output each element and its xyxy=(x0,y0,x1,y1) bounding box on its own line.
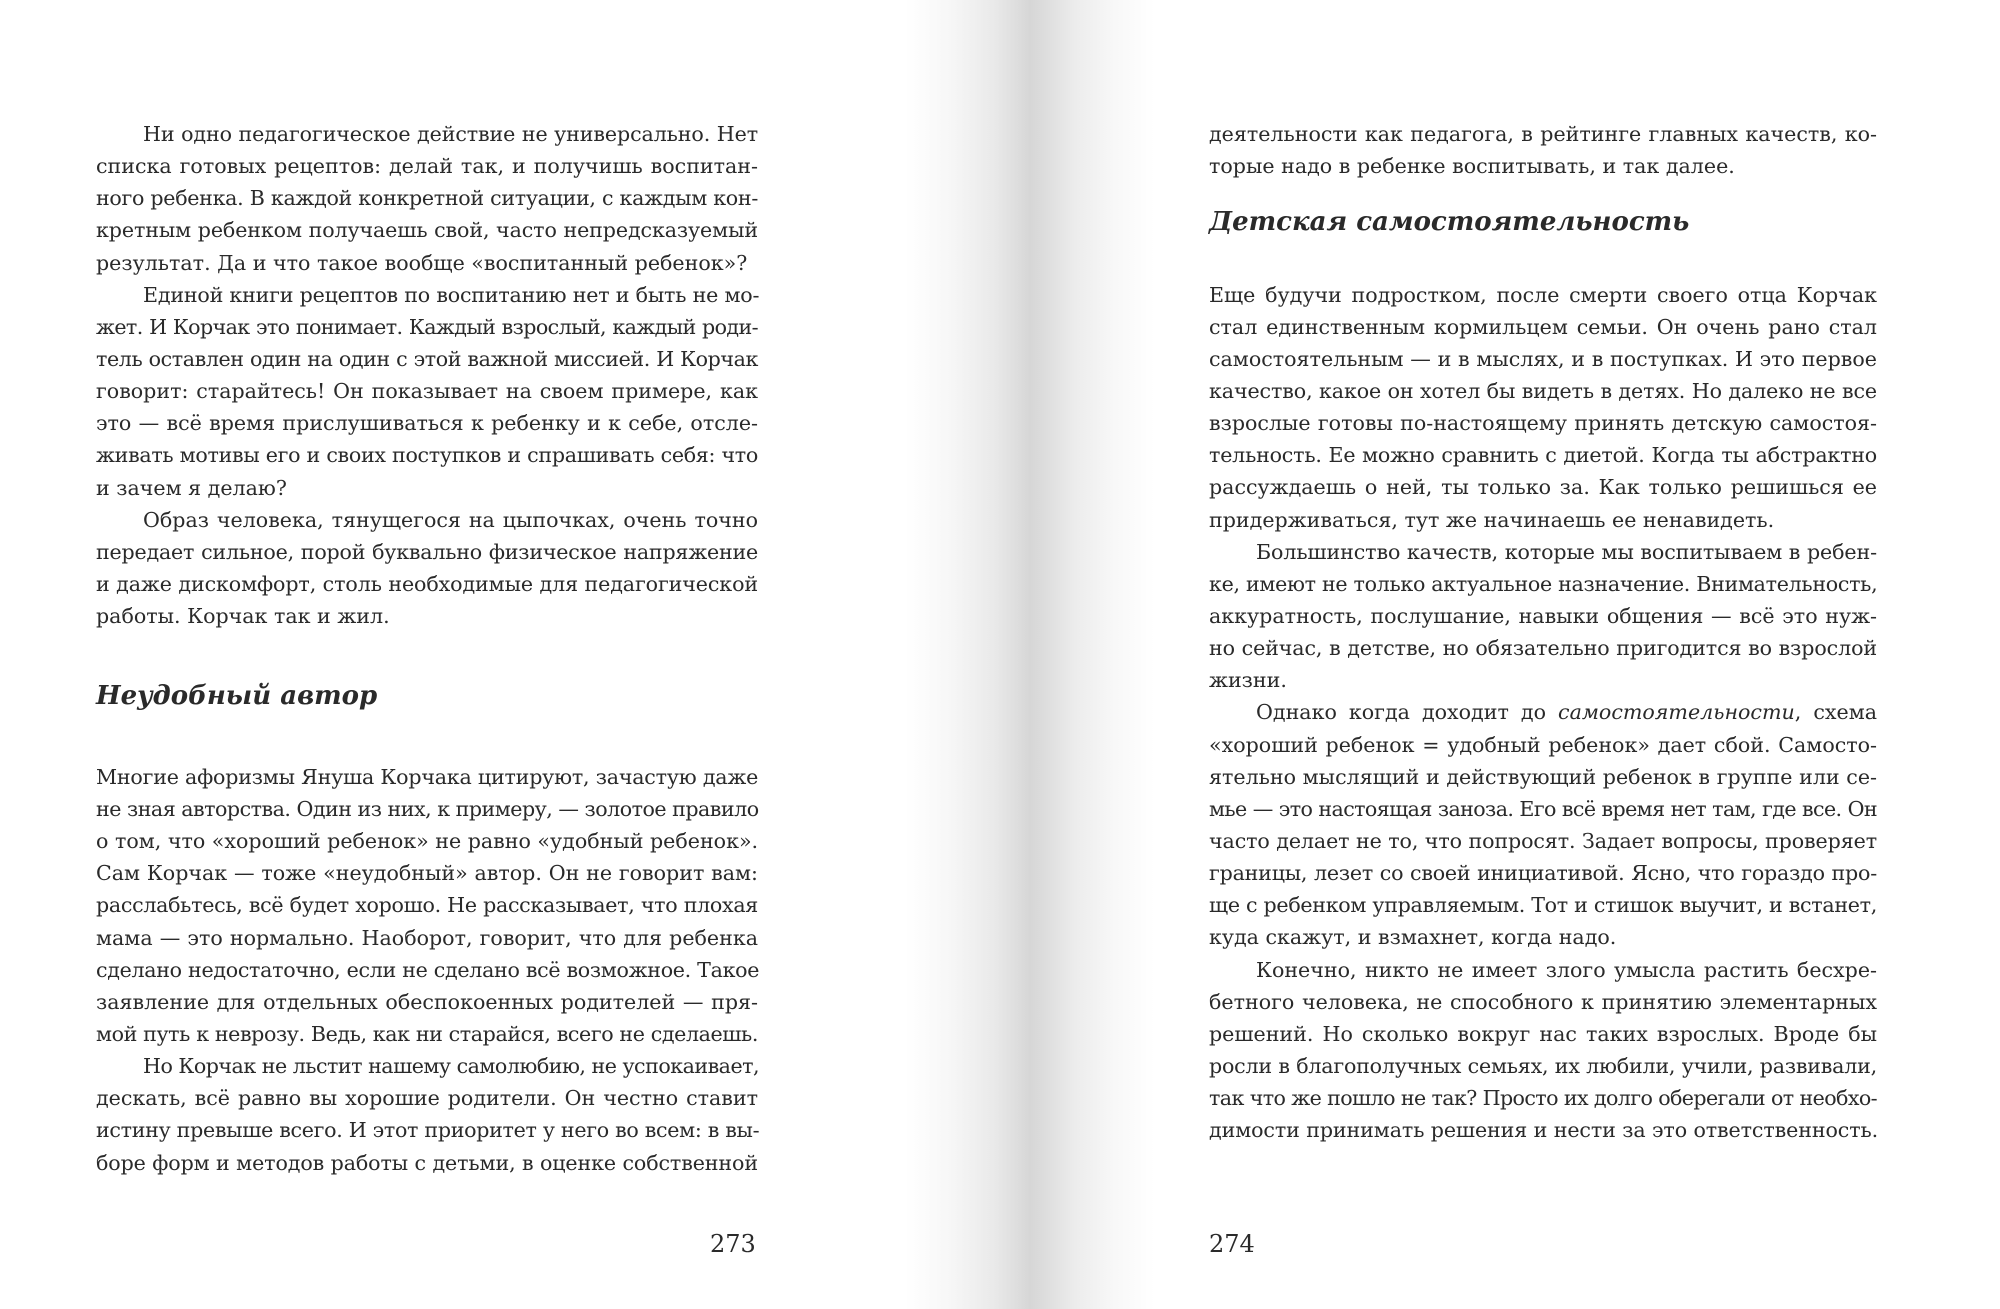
left-page-text xyxy=(96,118,758,1179)
body-line: придерживаться, тут же начинаешь ее ненавидеть. xyxy=(1209,507,1775,532)
body-line: ке, имеют не только актуальное назначение. Внимательность, xyxy=(1209,571,1878,596)
emphasis-text: самостоятельности xyxy=(1558,700,1795,725)
body-line: не зная авторства. Один из них, к примеру, — золотое правило xyxy=(96,796,759,821)
section-spacer xyxy=(96,632,758,664)
body-line: качество, какое он хотел бы видеть в детях. Но далеко не все xyxy=(1209,378,1877,403)
body-line: дескать, всё равно вы хорошие родители. Он честно ставит xyxy=(96,1086,758,1111)
body-line: жет. И Корчак это понимает. Каждый взрослый, каждый роди- xyxy=(96,314,758,339)
section-heading: Детская самостоятельность xyxy=(1209,207,1690,238)
body-line: это — всё время прислушиваться к ребенку и к себе, отсле- xyxy=(96,411,758,436)
body-line: Многие афоризмы Януша Корчака цитируют, зачастую даже xyxy=(96,764,759,789)
body-line: Сам Корчак — тоже «неудобный» автор. Он не говорит вам: xyxy=(96,861,758,886)
body-line: но сейчас, в детстве, но обязательно пригодится во взрослой xyxy=(1209,636,1877,661)
section-spacer xyxy=(1209,246,1877,278)
body-line: бетного человека, не способного к принятию элементарных xyxy=(1209,989,1877,1014)
left-page xyxy=(0,0,905,1309)
body-line: границы, лезет со своей инициативой. Ясно, что гораздо про- xyxy=(1209,861,1877,886)
body-text: Однако когда доходит до xyxy=(1256,700,1559,725)
body-line: передает сильное, порой буквально физическое напряжение xyxy=(96,539,758,564)
body-line: жизни. xyxy=(1209,668,1287,693)
body-line: «хороший ребенок = удобный ребенок» дает сбой. Самосто- xyxy=(1209,732,1877,757)
body-line: мой путь к неврозу. Ведь, как ни старайся, всего не сделаешь. xyxy=(96,1021,758,1046)
page-number: 273 xyxy=(710,1230,756,1258)
body-line: тель оставлен один на один с этой важной миссией. И Корчак xyxy=(96,346,758,371)
body-line: Образ человека, тянущегося на цыпочках, очень точно xyxy=(143,507,758,532)
right-page xyxy=(1155,0,2000,1309)
body-line xyxy=(1209,696,1877,728)
section-spacer xyxy=(96,729,758,761)
body-line: куда скажут, и взмахнет, когда надо. xyxy=(1209,925,1617,950)
body-line: ятельно мыслящий и действующий ребенок в группе или се- xyxy=(1209,764,1877,789)
body-line: ного ребенка. В каждой конкретной ситуации, с каждым кон- xyxy=(96,186,758,211)
body-line: говорит: старайтесь! Он показывает на своем примере, как xyxy=(96,379,758,404)
body-line: мье — это настоящая заноза. Его всё время нет там, где все. Он xyxy=(1209,796,1877,821)
body-line: аккуратность, послушание, навыки общения — всё это нуж- xyxy=(1209,603,1877,628)
body-line: тельность. Ее можно сравнить с диетой. Когда ты абстрактно xyxy=(1209,443,1877,468)
body-line: ще с ребенком управляемым. Тот и стишок выучит, и встанет, xyxy=(1209,893,1877,918)
body-line: так что же пошло не так? Просто их долго оберегали от необхо- xyxy=(1209,1086,1877,1111)
right-page-text xyxy=(1209,118,1877,1146)
body-line: списка готовых рецептов: делай так, и получишь воспитан- xyxy=(96,154,758,179)
body-line: росли в благополучных семьях, их любили, учили, развивали, xyxy=(1209,1053,1877,1078)
body-line: Единой книги рецептов по воспитанию нет и быть не мо- xyxy=(143,282,760,307)
body-line: истину превыше всего. И этот приоритет у него во всем: в вы- xyxy=(96,1118,760,1143)
body-line: и зачем я делаю? xyxy=(96,475,287,500)
body-line: Ни одно педагогическое действие не универсально. Нет xyxy=(143,122,758,146)
body-line: работы. Корчак так и жил. xyxy=(96,604,390,629)
body-line: решений. Но сколько вокруг нас таких взрослых. Вроде бы xyxy=(1209,1021,1877,1046)
body-line: и даже дискомфорт, столь необходимые для педагогической xyxy=(96,571,758,596)
body-line: боре форм и методов работы с детьми, в оценке собственной xyxy=(96,1150,758,1175)
body-line: Еще будучи подростком, после смерти своего отца Корчак xyxy=(1209,282,1877,307)
body-line: мама — это нормально. Наоборот, говорит, что для ребенка xyxy=(96,925,758,950)
body-line: самостоятельным — и в мыслях, и в поступках. И это первое xyxy=(1209,346,1877,371)
page-number: 274 xyxy=(1209,1230,1255,1258)
body-line: часто делает не то, что попросят. Задает вопросы, проверяет xyxy=(1209,828,1877,853)
body-line: Но Корчак не льстит нашему самолюбию, не успокаивает, xyxy=(143,1054,760,1079)
body-line: Конечно, никто не имеет злого умысла растить бесхре- xyxy=(1256,957,1877,982)
body-line: деятельности как педагога, в рейтинге главных качеств, ко- xyxy=(1209,122,1877,146)
body-line: о том, что «хороший ребенок» не равно «удобный ребенок». xyxy=(96,829,759,854)
body-line: результат. Да и что такое вообще «воспитанный ребенок»? xyxy=(96,250,748,275)
section-heading: Неудобный автор xyxy=(96,681,378,712)
body-line: расслабьтесь, всё будет хорошо. Не рассказывает, что плохая xyxy=(96,893,758,918)
body-line: взрослые готовы по-настоящему принять детскую самостоя- xyxy=(1209,411,1877,436)
body-line: димости принимать решения и нести за это ответственность. xyxy=(1209,1118,1879,1143)
body-line: стал единственным кормильцем семьи. Он очень рано стал xyxy=(1209,314,1877,339)
body-line: заявление для отдельных обеспокоенных родителей — пря- xyxy=(96,989,758,1014)
body-line: Большинство качеств, которые мы воспитываем в ребен- xyxy=(1256,539,1877,564)
body-line: живать мотивы его и своих поступков и спрашивать себя: что xyxy=(96,443,758,468)
body-line: кретным ребенком получаешь свой, часто непредсказуемый xyxy=(96,218,758,243)
body-text: , схема xyxy=(1794,700,1877,725)
body-line: торые надо в ребенке воспитывать, и так далее. xyxy=(1209,154,1735,179)
book-gutter-shadow xyxy=(905,0,1155,1309)
body-line: рассуждаешь о ней, ты только за. Как только решишься ее xyxy=(1209,475,1877,500)
body-line: сделано недостаточно, если не сделано всё возможное. Такое xyxy=(96,957,760,982)
